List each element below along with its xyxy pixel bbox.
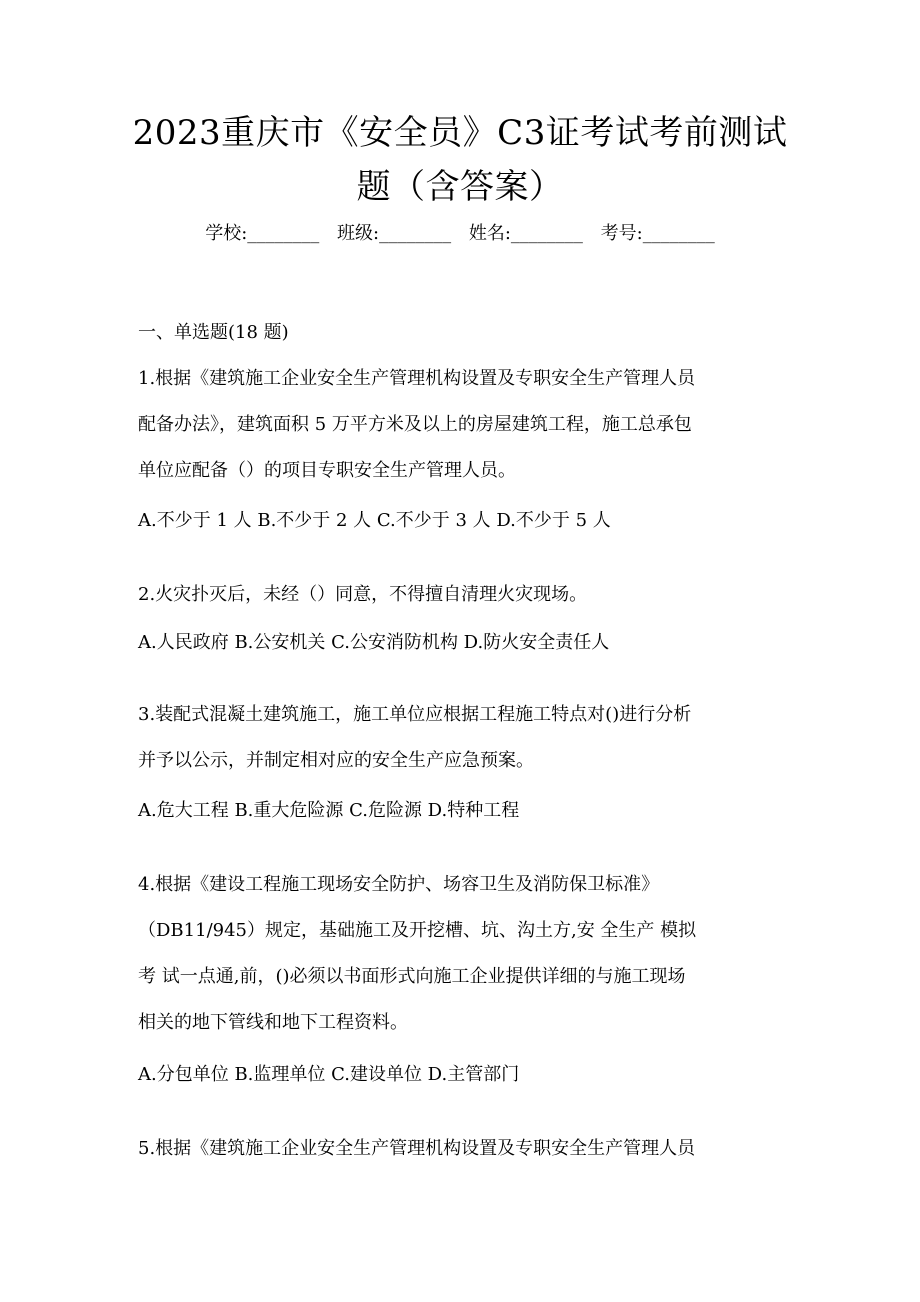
- question-3-line-2: 并予以公示，并制定相对应的安全生产应急预案。: [138, 750, 534, 771]
- name-field: 姓名:________: [468, 223, 583, 244]
- question-1-line-2: 配备办法》，建筑面积 5 万平方米及以上的房屋建筑工程，施工总承包: [138, 414, 692, 435]
- school-field: 学校:________: [205, 223, 320, 244]
- question-1-line-3: 单位应配备（）的项目专职安全生产管理人员。: [138, 460, 516, 481]
- question-5-line-1: 5.根据《建筑施工企业安全生产管理机构设置及专职安全生产管理人员: [138, 1138, 696, 1159]
- question-3-options: A.危大工程 B.重大危险源 C.危险源 D.特种工程: [138, 800, 520, 821]
- question-1-options: A.不少于 1 人 B.不少于 2 人 C.不少于 3 人 D.不少于 5 人: [138, 510, 611, 531]
- title-line-1: 2023重庆市《安全员》C3证考试考前测试: [132, 113, 788, 153]
- question-4-line-1: 4.根据《建设工程施工现场安全防护、场容卫生及消防保卫标准》: [138, 874, 660, 895]
- class-field: 班级:________: [337, 223, 452, 244]
- question-4-line-3: 考 试一点通,前，()必须以书面形式向施工企业提供详细的与施工现场: [138, 966, 686, 987]
- question-4-line-2: （DB11/945）规定，基础施工及开挖槽、坑、沟土方,安 全生产 模拟: [138, 920, 697, 941]
- question-4-line-4: 相关的地下管线和地下工程资料。: [138, 1012, 408, 1033]
- question-1-line-1: 1.根据《建筑施工企业安全生产管理机构设置及专职安全生产管理人员: [138, 368, 696, 389]
- exam-number-field: 考号:________: [600, 223, 715, 244]
- student-info-row: [0, 220, 920, 248]
- title-line-2: 题（含答案）: [356, 167, 564, 207]
- question-4-options: A.分包单位 B.监理单位 C.建设单位 D.主管部门: [138, 1064, 520, 1085]
- question-2-line-1: 2.火灾扑灭后，未经（）同意，不得擅自清理火灾现场。: [138, 584, 588, 605]
- question-2-options: A.人民政府 B.公安机关 C.公安消防机构 D.防火安全责任人: [138, 632, 610, 653]
- question-3-line-1: 3.装配式混凝土建筑施工，施工单位应根据工程施工特点对()进行分析: [138, 704, 692, 725]
- section-heading: 一、单选题(18 题): [138, 322, 289, 343]
- document-title: [120, 106, 800, 214]
